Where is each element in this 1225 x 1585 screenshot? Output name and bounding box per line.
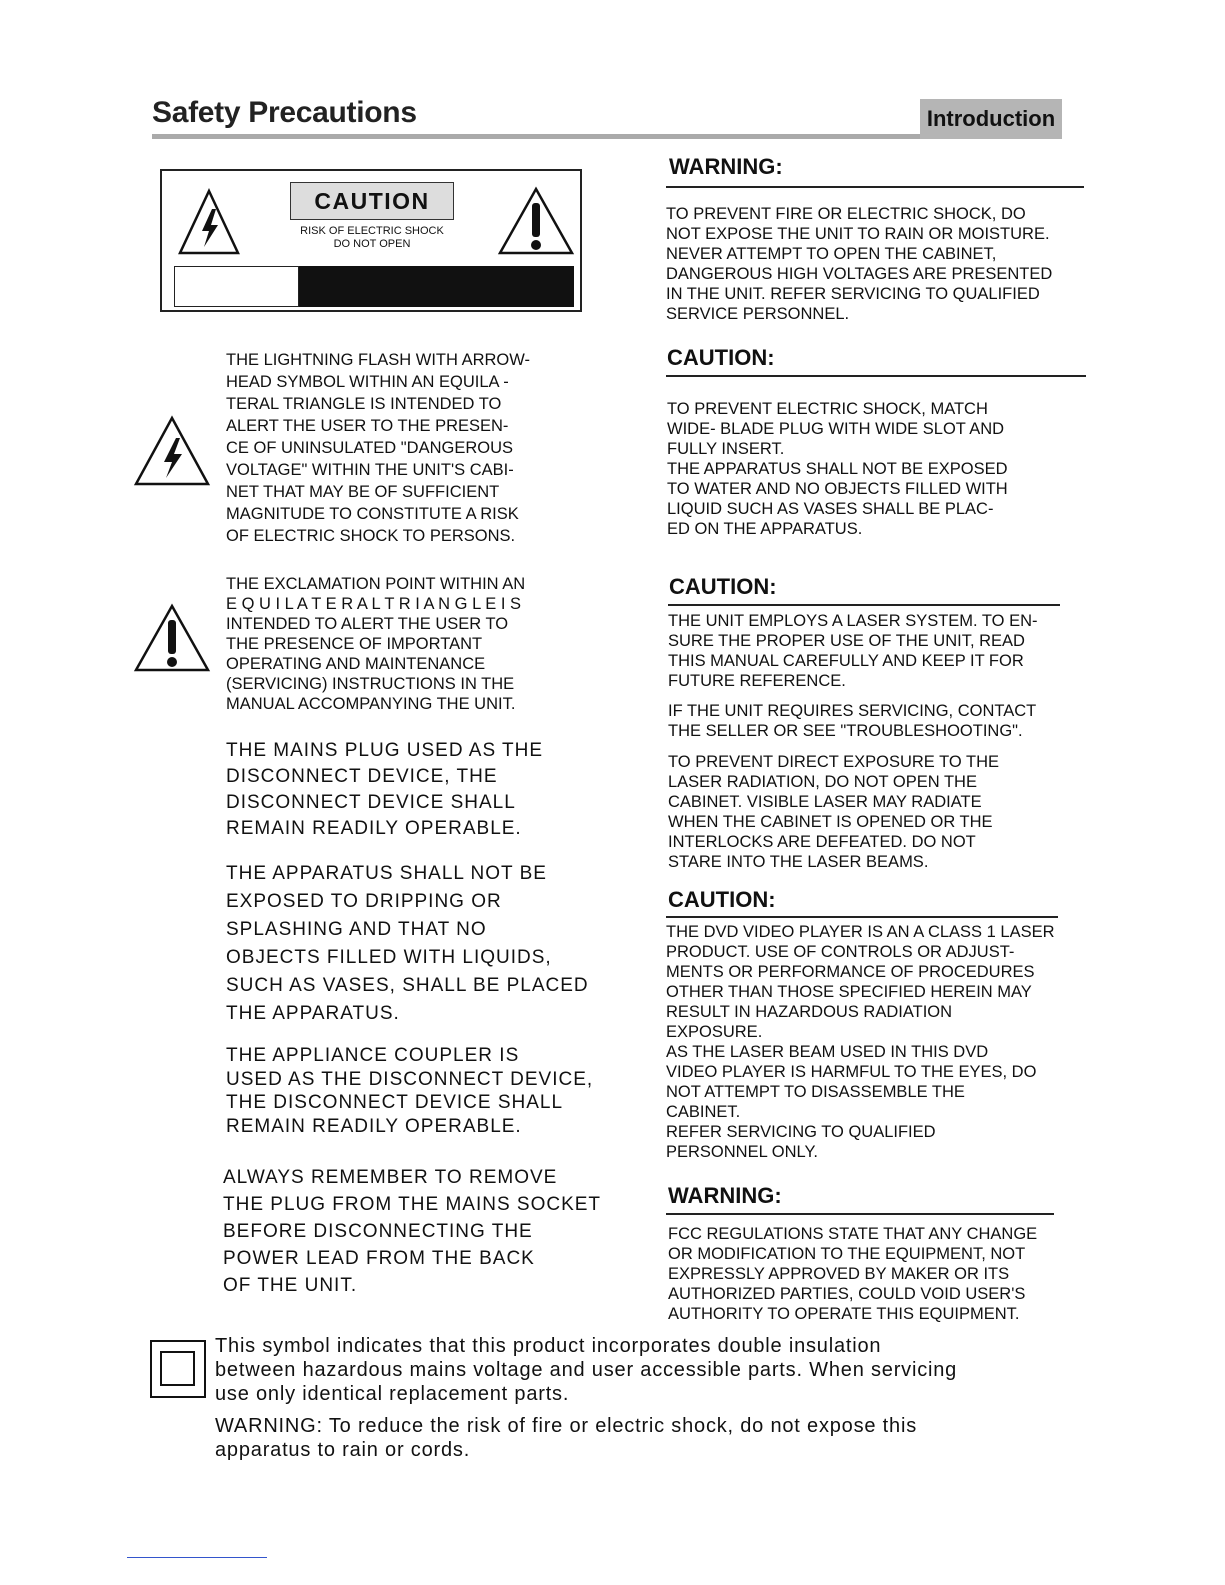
warning-text-2: FCC REGULATIONS STATE THAT ANY CHANGE OR MODIFICATION TO THE EQUIPMENT, NOT EXPRESSLY APPROVED BY MAKER OR ITS AUTHORIZED PARTIES, COULD VOID USER'S AUTHORITY TO OPERATE THIS EQUIPMENT. [668, 1225, 1038, 1323]
caution-rule-2 [668, 604, 1060, 606]
double-insulation-icon [150, 1340, 206, 1398]
caution-heading-2: CAUTION: [669, 574, 777, 599]
caution-rule-1 [666, 375, 1086, 377]
lightning-warning-icon [178, 189, 240, 255]
caution-rule-3 [666, 916, 1058, 918]
lightning-text: THE LIGHTNING FLASH WITH ARROW- HEAD SYMBOL WITHIN AN EQUILA - TERAL TRIANGLE IS INTENDED TO ALERT THE USER TO THE PRESEN- CE OF UNINSULATED "DANGEROUS VOLTAGE" WITHIN THE UNIT'S CABI- NET THAT MAY BE OF SUFFICIENT MAGNITUDE TO CONSTITUTE A RISK OF ELECTRIC SHOCK TO PERSONS. [226, 351, 531, 545]
caution-text-2a: THE UNIT EMPLOYS A LASER SYSTEM. TO EN- SURE THE PROPER USE OF THE UNIT, READ THIS MANUAL CAREFULLY AND KEEP IT FOR FUTURE REFERENCE. [668, 612, 1038, 690]
warning-rule-2 [666, 1213, 1054, 1215]
remove-plug-text: ALWAYS REMEMBER TO REMOVE THE PLUG FROM THE MAINS SOCKET BEFORE DISCONNECTING THE POWER LEAD FROM THE BACK OF THE UNIT. [223, 1167, 602, 1296]
caution-heading-3: CAUTION: [668, 887, 776, 912]
caution-subtext-line1: RISK OF ELECTRIC SHOCK [300, 225, 444, 237]
caution-label: CAUTION [290, 182, 454, 220]
dripping-text: THE APPARATUS SHALL NOT BE EXPOSED TO DRIPPING OR SPLASHING AND THAT NO OBJECTS FILLED WITH LIQUIDS, SUCH AS VASES, SHALL BE PLACED THE APPARATUS. [226, 863, 589, 1024]
page-title: Safety Precautions [152, 96, 417, 129]
caution-bar-white [174, 266, 299, 307]
caution-text-2c: TO PREVENT DIRECT EXPOSURE TO THE LASER RADIATION, DO NOT OPEN THE CABINET. VISIBLE LASER MAY RADIATE WHEN THE CABINET IS OPENED OR THE INTERLOCKS ARE DEFEATED. DO NOT STARE INTO THE LASER BEAMS. [668, 753, 999, 871]
warning-rule-1 [666, 186, 1084, 188]
caution-bar-black [299, 266, 574, 307]
lightning-triangle-icon [134, 416, 210, 486]
caution-subtext-line2: DO NOT OPEN [333, 238, 411, 250]
title-rule [152, 134, 920, 139]
caution-text-1: TO PREVENT ELECTRIC SHOCK, MATCH WIDE- BLADE PLUG WITH WIDE SLOT AND FULLY INSERT. THE APPARATUS SHALL NOT BE EXPOSED TO WATER AND NO OBJECTS FILLED WITH LIQUID SUCH AS VASES SHALL BE PLAC- ED ON THE APPARATUS. [667, 400, 1008, 538]
double-insulation-text: This symbol indicates that this product incorporates double insulation between hazardous mains voltage and user accessible parts. When servicing use only identical replacement parts. [215, 1335, 958, 1405]
warning-text-1: TO PREVENT FIRE OR ELECTRIC SHOCK, DO NOT EXPOSE THE UNIT TO RAIN OR MOISTURE. NEVER ATTEMPT TO OPEN THE CABINET, DANGEROUS HIGH VOLTAGES ARE PRESENTED IN THE UNIT. REFER SERVICING TO QUALIFIED SERVICE PERSONNEL. [666, 205, 1053, 323]
section-tab: Introduction [920, 99, 1062, 139]
mains-plug-text: THE MAINS PLUG USED AS THE DISCONNECT DEVICE, THE DISCONNECT DEVICE SHALL REMAIN READILY OPERABLE. [226, 740, 544, 839]
exclamation-text: THE EXCLAMATION POINT WITHIN AN E Q U I L A T E R A L T R I A N G L E I S INTENDED TO ALERT THE USER TO THE PRESENCE OF IMPORTANT OPERATING AND MAINTENANCE (SERVICING) INSTRUCTIONS IN THE MANUAL ACCOMPANYING THE UNIT. [226, 575, 526, 713]
caution-subtext [282, 225, 462, 251]
caution-heading-1: CAUTION: [667, 345, 775, 370]
caution-text-3: THE DVD VIDEO PLAYER IS AN A CLASS 1 LASER PRODUCT. USE OF CONTROLS OR ADJUST- MENTS OR PERFORMANCE OF PROCEDURES OTHER THAN THOSE SPECIFIED HEREIN MAY RESULT IN HAZARDOUS RADIATION EXPOSURE. AS THE LASER BEAM USED IN THIS DVD VIDEO PLAYER IS HARMFUL TO THE EYES, DO NOT ATTEMPT TO DISASSEMBLE THE CABINET. REFER SERVICING TO QUALIFIED PERSONNEL ONLY. [666, 923, 1055, 1161]
footer-link-underline [127, 1557, 267, 1558]
bottom-warning-text: WARNING: To reduce the risk of fire or electric shock, do not expose this apparatus to rain or cords. [215, 1415, 917, 1461]
warning-heading-1: WARNING: [669, 154, 783, 179]
exclamation-triangle-icon [134, 604, 210, 672]
exclamation-warning-icon [498, 187, 574, 255]
caution-label-box [160, 169, 582, 312]
warning-heading-2: WARNING: [668, 1183, 782, 1208]
coupler-text: THE APPLIANCE COUPLER IS USED AS THE DISCONNECT DEVICE, THE DISCONNECT DEVICE SHALL REMAIN READILY OPERABLE. [226, 1045, 594, 1137]
caution-text-2b: IF THE UNIT REQUIRES SERVICING, CONTACT THE SELLER OR SEE "TROUBLESHOOTING". [668, 702, 1037, 740]
